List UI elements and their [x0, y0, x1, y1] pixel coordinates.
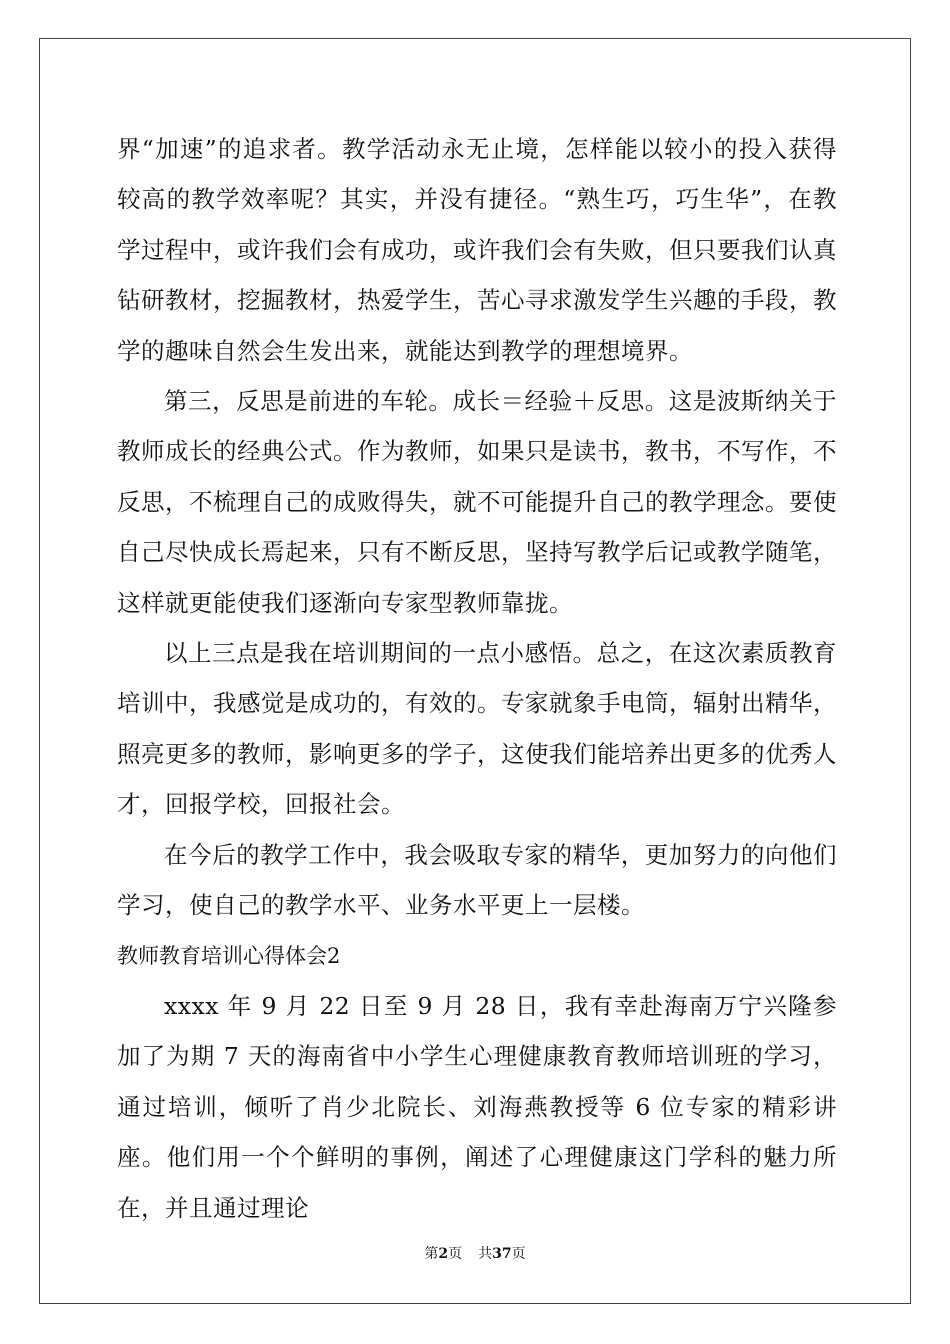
- total-prefix: 共: [478, 1246, 493, 1262]
- page-suffix: 页: [448, 1246, 463, 1262]
- paragraph-3: 以上三点是我在培训期间的一点小感悟。总之，在这次素质教育培训中，我感觉是成功的，有效的。专家就象手电筒，辐射出精华，照亮更多的教师，影响更多的学子，这使我们能培养出更多的优秀人才，回报学校，回报社会。: [117, 639, 837, 819]
- section-paragraph-1: xxxx 年 9 月 22 日至 9 月 28 日，我有幸赴海南万宁兴隆参加了为期 7 天的海南省中小学生心理健康教育教师培训班的学习，通过培训，倾听了肖少北院长、刘海燕教授等 6 位专家的精彩讲座。他们用一个个鲜明的事例，阐述了心理健康这门学科的魅力所在，并且通过理论: [117, 991, 837, 1222]
- document-body: [117, 124, 837, 1233]
- page-number: 2: [438, 1246, 449, 1262]
- page-footer: [0, 1243, 950, 1263]
- total-pages: 37: [492, 1246, 512, 1262]
- page-prefix: 第: [424, 1246, 439, 1262]
- paragraph-2: 第三，反思是前进的车轮。成长＝经验＋反思。这是波斯纳关于教师成长的经典公式。作为教师，如果只是读书，教书，不写作，不反思，不梳理自己的成败得失，就不可能提升自己的教学理念。要使自己尽快成长焉起来，只有不断反思，坚持写教学后记或教学随笔，这样就更能使我们逐渐向专家型教师靠拢。: [117, 387, 837, 617]
- paragraph-4: 在今后的教学工作中，我会吸取专家的精华，更加努力的向他们学习，使自己的教学水平、业务水平更上一层楼。: [117, 840, 837, 920]
- paragraph-1: 界“加速”的追求者。教学活动永无止境，怎样能以较小的投入获得较高的教学效率呢？其实，并没有捷径。“熟生巧，巧生华”，在教学过程中，或许我们会有成功，或许我们会有失败，但只要我们认真钻研教材，挖掘教材，热爱学生，苦心寻求激发学生兴趣的手段，教学的趣味自然会生发出来，就能达到教学的理想境界。: [117, 135, 837, 365]
- section-title: 教师教育培训心得体会2: [117, 943, 341, 968]
- total-suffix: 页: [511, 1246, 526, 1262]
